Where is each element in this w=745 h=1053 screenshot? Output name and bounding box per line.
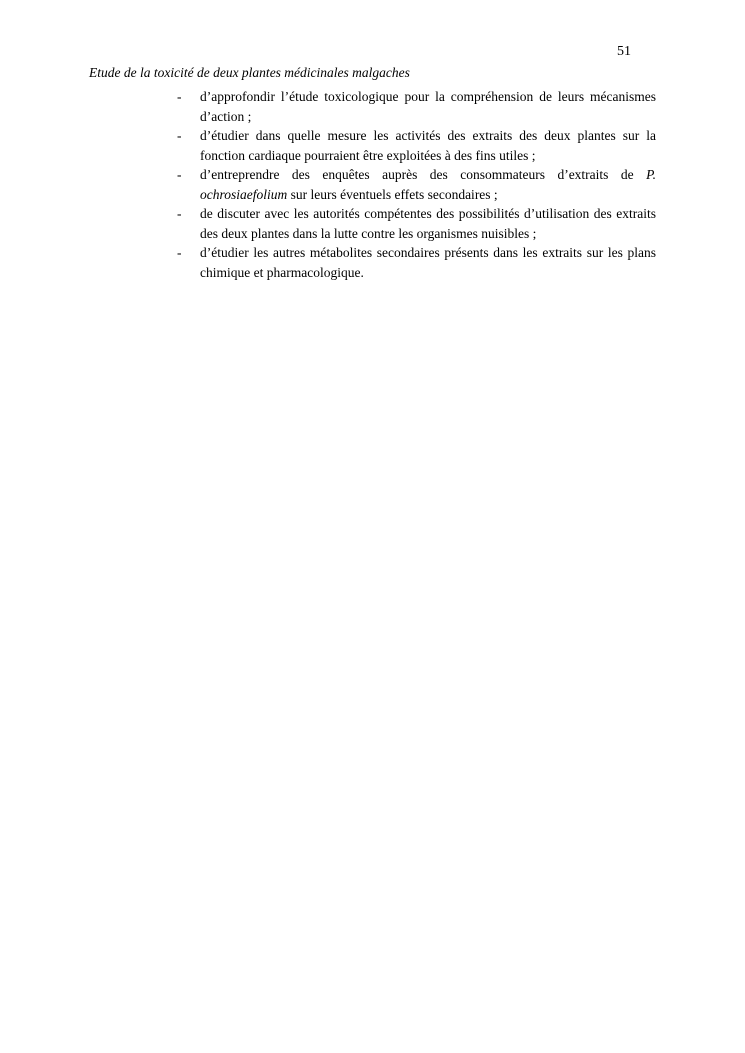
list-item-text: de discuter avec les autorités compétentes des possibilités d’utilisation des extraits des deux plantes dans la lutte contre les organismes nuisibles ;: [200, 206, 656, 241]
list-item: [172, 204, 656, 243]
page-number: 51: [617, 44, 631, 59]
bullet-dash: -: [177, 128, 182, 143]
list-item: [172, 126, 656, 165]
list-item-text: d’approfondir l’étude toxicologique pour la compréhension de leurs mécanismes d’action ;: [200, 89, 656, 124]
list-item-text: d’étudier les autres métabolites secondaires présents dans les extraits sur les plans chimique et pharmacologique.: [200, 245, 656, 280]
list-item: [172, 165, 656, 204]
list-item-text: d’étudier dans quelle mesure les activités des extraits des deux plantes sur la fonction cardiaque pourraient être exploitées à des fins utiles ;: [200, 128, 656, 163]
bullet-list: [172, 87, 656, 282]
bullet-dash: -: [177, 206, 182, 221]
bullet-dash: -: [177, 245, 182, 260]
running-header: Etude de la toxicité de deux plantes médicinales malgaches: [89, 65, 410, 80]
bullet-dash: -: [177, 89, 182, 104]
list-item: [172, 243, 656, 282]
list-item: [172, 87, 656, 126]
bullet-dash: -: [177, 167, 182, 182]
list-item-text-after: sur leurs éventuels effets secondaires ;: [287, 186, 498, 202]
species-name: P. ochrosiaefolium: [200, 167, 656, 202]
list-item-text-before: d’entreprendre des enquêtes auprès des consommateurs d’extraits de: [200, 167, 647, 182]
